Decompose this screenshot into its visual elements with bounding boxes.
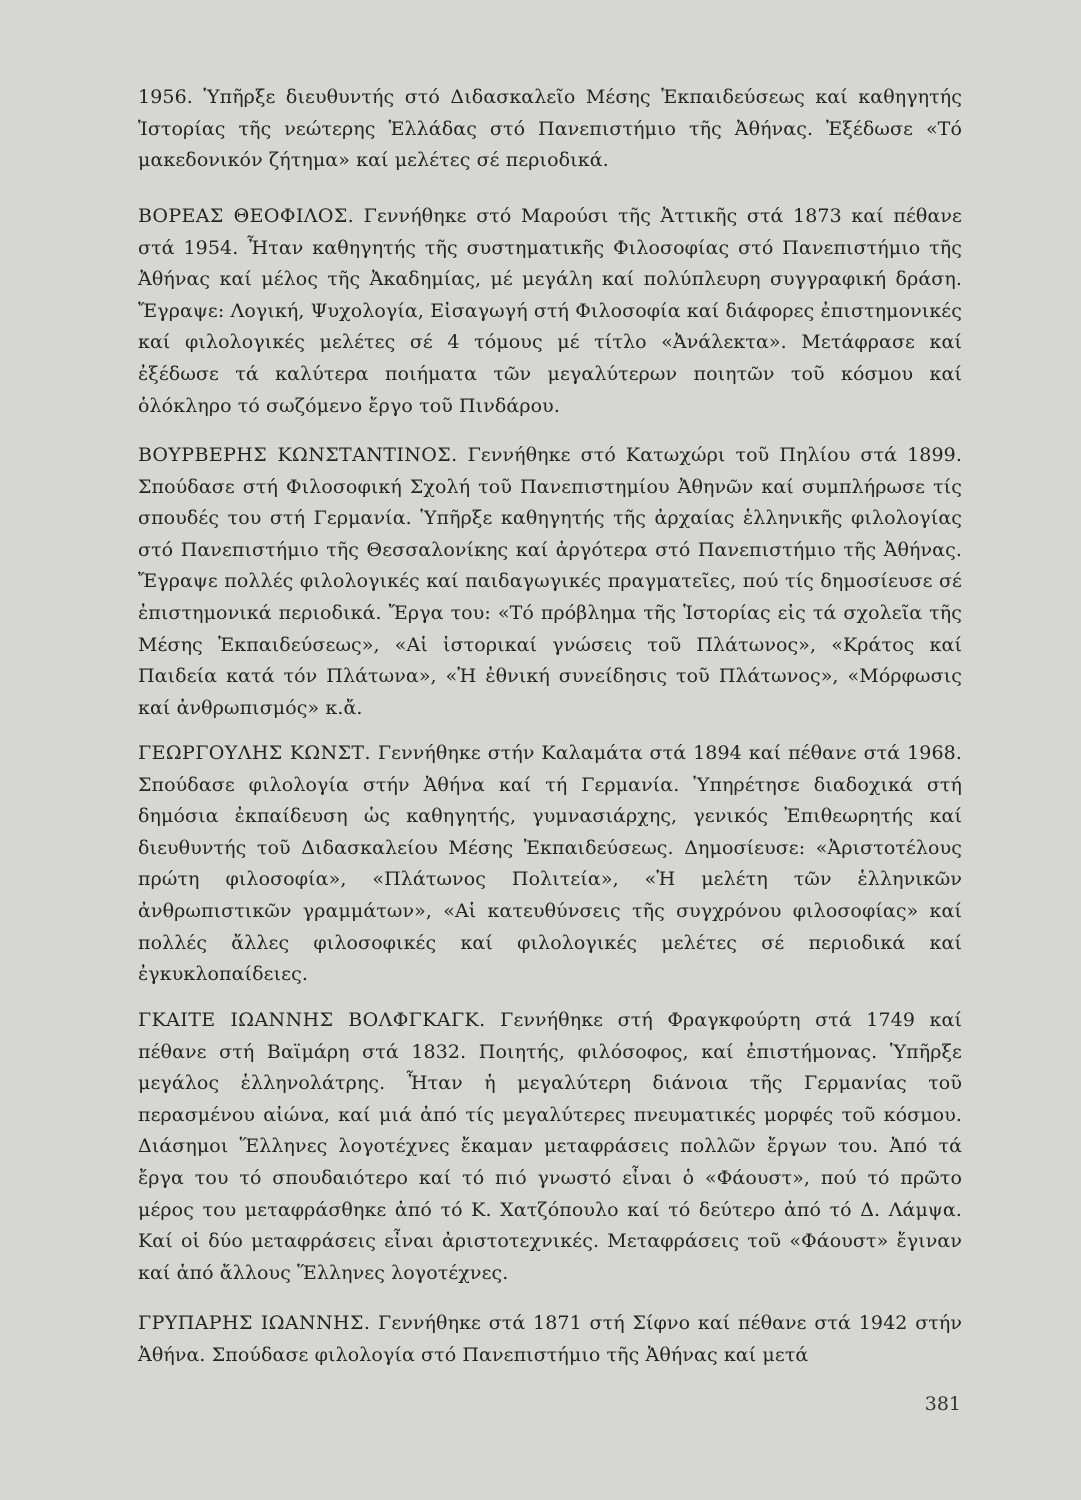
entry-goethe xyxy=(138,1005,962,1289)
entry-name: ΓΚΑΙΤΕ ΙΩΑΝΝΗΣ ΒΟΛΦΓΚΑΓΚ. xyxy=(138,1009,486,1031)
entry-text: Γεννήθηκε στό Μαρούσι τῆς Ἀττικῆς στά 1873 καί πέθανε στά 1954. Ἦταν καθηγητής τῆς συστηματικῆς Φιλοσοφίας στό Πανεπιστήμιο τῆς Ἀθήνας καί μέλος τῆς Ἀκαδημίας, μέ μεγάλη καί πολύπλευρη συγγραφική δράση. Ἔγραψε: Λογική, Ψυχολογία, Εἰσαγωγή στή Φιλοσοφία καί διάφορες ἐπιστημονικές καί φιλολογικές μελέτες σέ 4 τόμους μέ τίτλο «Ἀνάλεκτα». Μετάφρασε καί ἐξέδωσε τά καλύτερα ποιήματα τῶν μεγαλύτερων ποιητῶν τοῦ κόσμου καί ὁλόκληρο τό σωζόμενο ἔργο τοῦ Πινδάρου. xyxy=(138,205,962,417)
entry-georgoulis xyxy=(138,738,962,991)
entry-text: Γεννήθηκε στήν Καλαμάτα στά 1894 καί πέθανε στά 1968. Σπούδασε φιλολογία στήν Ἀθήνα καί τή Γερμανία. Ὑπηρέτησε διαδοχικά στή δημόσια ἐκπαίδευση ὡς καθηγητής, γυμνασιάρχης, γενικός Ἐπιθεωρητής καί διευθυντής τοῦ Διδασκαλείου Μέσης Ἐκπαιδεύσεως. Δημοσίευσε: «Ἀριστοτέλους πρώτη φιλοσοφία», «Πλάτωνος Πολιτεία», «Ἡ μελέτη τῶν ἑλληνικῶν ἀνθρωπιστικῶν γραμμάτων», «Αἱ κατευθύνσεις τῆς συγχρόνου φιλοσοφίας» καί πολλές ἄλλες φιλοσοφικές καί φιλολογικές μελέτες σέ περιοδικά καί ἐγκυκλοπαίδειες. xyxy=(138,742,962,986)
entry-continuation xyxy=(138,82,962,177)
entry-text: 1956. Ὑπῆρξε διευθυντής στό Διδασκαλεῖο Μέσης Ἐκπαιδεύσεως καί καθηγητής Ἱστορίας τῆς νεώτερης Ἑλλάδας στό Πανεπιστήμιο τῆς Ἀθήνας. Ἐξέδωσε «Τό μακεδονικόν ζήτημα» καί μελέτες σέ περιοδικά. xyxy=(138,86,962,172)
entry-gryparis xyxy=(138,1308,962,1371)
entry-vourveris xyxy=(138,440,962,724)
entry-text: Γεννήθηκε στά 1871 στή Σίφνο καί πέθανε στά 1942 στήν Ἀθήνα. Σπούδασε φιλολογία στό Πανεπιστήμιο τῆς Ἀθήνας καί μετά xyxy=(138,1312,963,1366)
entry-boreas xyxy=(138,201,962,422)
entry-name: ΒΟΥΡΒΕΡΗΣ ΚΩΝΣΤΑΝΤΙΝΟΣ. xyxy=(138,444,458,466)
entry-name: ΓΡΥΠΑΡΗΣ ΙΩΑΝΝΗΣ. xyxy=(138,1312,371,1334)
page-number: 381 xyxy=(924,1393,961,1415)
entry-name: ΓΕΩΡΓΟΥΛΗΣ ΚΩΝΣΤ. xyxy=(138,742,371,764)
entry-name: ΒΟΡΕΑΣ ΘΕΟΦΙΛΟΣ. xyxy=(138,205,355,227)
entry-text: Γεννήθηκε στή Φραγκφούρτη στά 1749 καί πέθανε στή Βαϊμάρη στά 1832. Ποιητής, φιλόσοφος, καί ἐπιστήμονας. Ὑπῆρξε μεγάλος ἑλληνολάτρης. Ἦταν ἡ μεγαλύτερη διάνοια τῆς Γερμανίας τοῦ περασμένου αἰώνα, καί μιά ἀπό τίς μεγαλύτερες πνευματικές μορφές τοῦ κόσμου. Διάσημοι Ἕλληνες λογοτέχνες ἔκαμαν μεταφράσεις πολλῶν ἔργων του. Ἀπό τά ἔργα του τό σπουδαιότερο καί τό πιό γνωστό εἶναι ὁ «Φάουστ», πού τό πρῶτο μέρος του μεταφράσθηκε ἀπό τό Κ. Χατζόπουλο καί τό δεύτερο ἀπό τό Δ. Λάμψα. Καί οἱ δύο μεταφράσεις εἶναι ἀριστοτεχνικές. Μεταφράσεις τοῦ «Φάουστ» ἔγιναν καί ἀπό ἄλλους Ἕλληνες λογοτέχνες. xyxy=(138,1009,963,1284)
entry-text: Γεννήθηκε στό Κατωχώρι τοῦ Πηλίου στά 1899. Σπούδασε στή Φιλοσοφική Σχολή τοῦ Πανεπιστημίου Ἀθηνῶν καί συμπλήρωσε τίς σπουδές του στή Γερμανία. Ὑπῆρξε καθηγητής τῆς ἀρχαίας ἑλληνικῆς φιλολογίας στό Πανεπιστήμιο τῆς Θεσσαλονίκης καί ἀργότερα στό Πανεπιστήμιο τῆς Ἀθήνας. Ἔγραψε πολλές φιλολογικές καί παιδαγωγικές πραγματεῖες, πού τίς δημοσίευσε σέ ἐπιστημονικά περιοδικά. Ἔργα του: «Τό πρόβλημα τῆς Ἱστορίας εἰς τά σχολεῖα τῆς Μέσης Ἐκπαιδεύσεως», «Αἱ ἱστορικαί γνώσεις τοῦ Πλάτωνος», «Κράτος καί Παιδεία κατά τόν Πλάτωνα», «Ἡ ἐθνική συνείδησις τοῦ Πλάτωνος», «Μόρφωσις καί ἀνθρωπισμός» κ.ἄ. xyxy=(138,444,963,719)
